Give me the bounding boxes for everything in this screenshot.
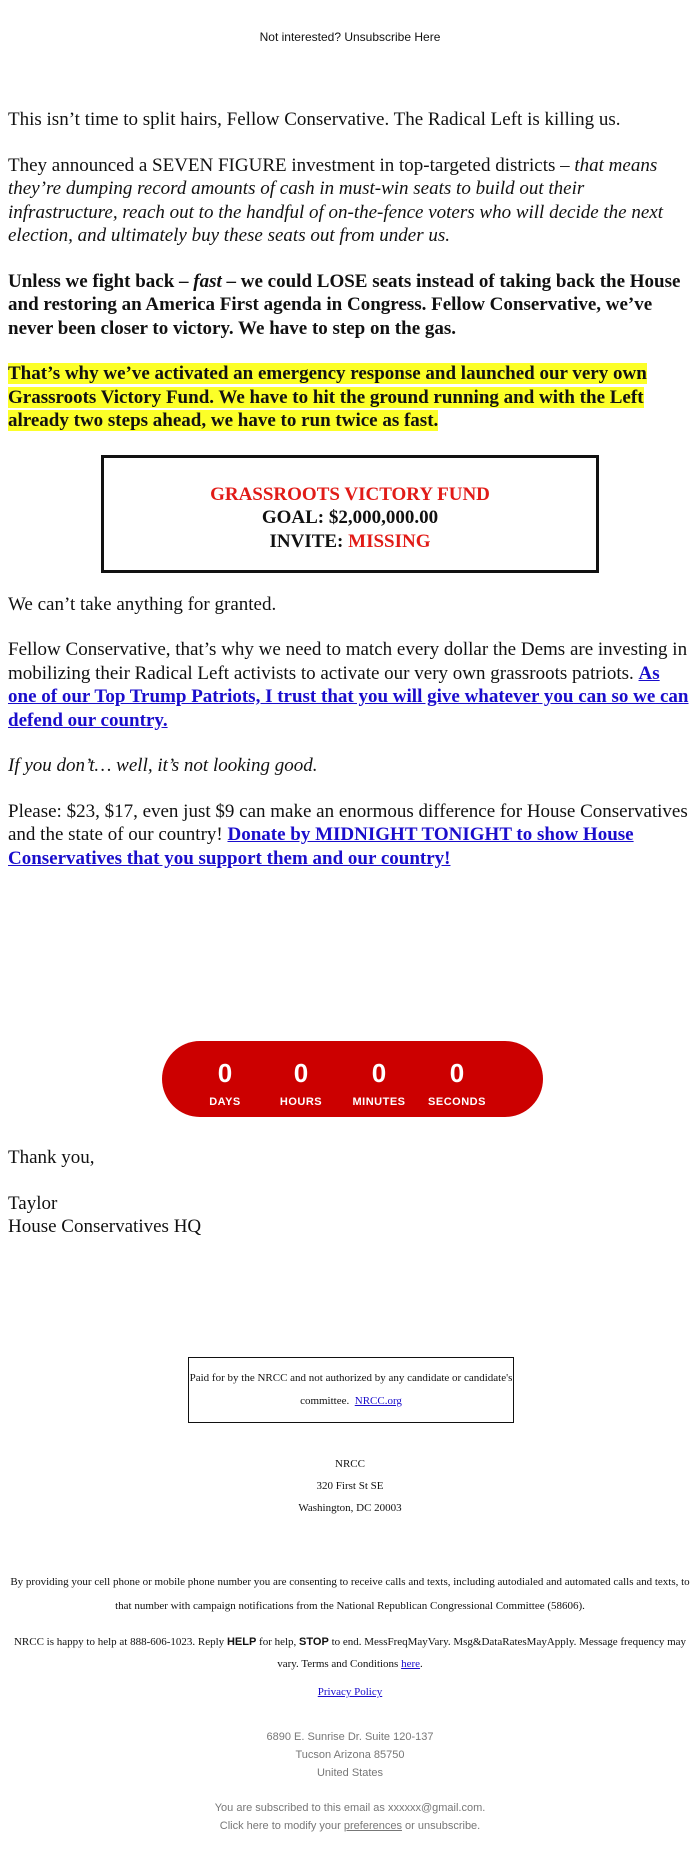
disclaimer-text: Paid for by the NRCC and not authorized by any candidate or candidate's committee.: [189, 1372, 513, 1407]
help-d: .: [420, 1658, 423, 1670]
countdown-days: [185, 1041, 265, 1108]
fight-back-b: – we could LOSE seats instead of taking back the House and restoring an America First agenda in Congress. Fellow Conservative, we’ve never been closer to victory. We have to step on the gas.: [8, 270, 681, 339]
sms-help-text: [8, 1631, 692, 1675]
paragraph-emergency: [8, 362, 692, 433]
minutes-label: MINUTES: [352, 1096, 406, 1108]
help-a: NRCC is happy to help at 888-606-1023. Reply: [13, 1636, 227, 1648]
preferences-link[interactable]: preferences: [343, 1820, 402, 1832]
modify-a: Click here to modify your: [219, 1820, 344, 1832]
invite-status: MISSING: [348, 530, 431, 552]
address-line-2: 320 First St SE: [316, 1480, 384, 1492]
help-b: for help,: [259, 1636, 300, 1648]
countdown-hours: [261, 1041, 341, 1108]
stop-keyword: STOP: [299, 1636, 329, 1648]
hours-value: 0: [293, 1058, 309, 1088]
countdown-seconds: [417, 1041, 497, 1108]
subscribed-email-text: You are subscribed to this email as xxxxxx@gmail.com.: [214, 1802, 486, 1814]
address-line-1: NRCC: [335, 1458, 365, 1470]
signer-org: House Conservatives HQ: [8, 1216, 202, 1237]
fund-title: GRASSROOTS VICTORY FUND: [210, 483, 490, 505]
mailing-address: [0, 1728, 700, 1782]
fund-invite: [104, 530, 596, 554]
countdown-minutes: [339, 1041, 419, 1108]
trust-donate-link[interactable]: As one of our Top Trump Patriots, I trust that you will give whatever you can so we can defend our country.: [8, 662, 689, 731]
modify-b: or unsubscribe.: [401, 1820, 481, 1832]
seconds-label: SECONDS: [428, 1096, 486, 1108]
nrcc-site-link[interactable]: NRCC.org: [354, 1395, 402, 1407]
address-line-3: Washington, DC 20003: [298, 1502, 402, 1514]
mail-line-3: United States: [316, 1767, 384, 1779]
countdown-timer[interactable]: [162, 1041, 543, 1117]
investment-plain: They announced a SEVEN FIGURE investment in top-targeted districts –: [8, 154, 575, 176]
days-value: 0: [217, 1058, 233, 1088]
email-body: [8, 108, 692, 892]
thanks-text: Thank you,: [8, 1147, 95, 1168]
terms-link[interactable]: here: [401, 1658, 421, 1670]
modify-preferences-row: [0, 1817, 700, 1835]
investment-italic: that means they’re dumping record amounts of cash in must-win seats to build out their infrastructure, reach out to the handful of on-the-fence voters who will decide the next election, and ultimately buy these seats out from under us.: [8, 154, 664, 246]
fight-back-a: Unless we fight back –: [8, 270, 194, 292]
paragraph-please: [8, 800, 692, 871]
hours-label: HOURS: [279, 1096, 323, 1108]
help-keyword: HELP: [226, 1636, 257, 1648]
unsubscribe-link[interactable]: Not interested? Unsubscribe Here: [259, 30, 441, 44]
paid-for-disclaimer: [188, 1357, 514, 1423]
signature-block: [8, 1146, 201, 1239]
paragraph-granted: We can’t take anything for granted.: [8, 593, 277, 615]
sms-consent-text: By providing your cell phone or mobile phone number you are consenting to receive calls and texts, including autodialed and automated calls and texts, to that number with campaign notifications from the National Republican Congressional Committee (58606).: [10, 1576, 690, 1612]
paragraph-investment: [8, 154, 692, 248]
signer-name: Taylor: [8, 1192, 58, 1214]
fund-goal: GOAL: $2,000,000.00: [261, 507, 439, 528]
mail-line-2: Tucson Arizona 85750: [295, 1749, 405, 1761]
paragraph-fight-back: [8, 270, 692, 341]
please-plain: Please: $23, $17, even just $9 can make an enormous difference for House Conservatives and the state of our country!: [8, 800, 688, 845]
help-c: to end. MessFreqMayVary. Msg&DataRatesMayApply. Message frequency may vary. Terms and Conditions: [277, 1636, 687, 1670]
mail-line-1: 6890 E. Sunrise Dr. Suite 120-137: [266, 1731, 434, 1743]
invite-label: INVITE:: [269, 530, 349, 552]
midnight-donate-link[interactable]: Donate by MIDNIGHT TONIGHT to show House Conservatives that you support them and our country!: [8, 824, 634, 869]
fight-back-fast: fast: [193, 270, 222, 292]
victory-fund-box: [101, 455, 599, 573]
subscription-info: [0, 1799, 700, 1835]
paragraph-intro: This isn’t time to split hairs, Fellow Conservative. The Radical Left is killing us.: [8, 109, 621, 130]
emergency-highlight: That’s why we’ve activated an emergency response and launched our very own Grassroots Victory Fund. We have to hit the ground running and with the Left already two steps ahead, we have to run twice as fast.: [8, 363, 647, 431]
seconds-value: 0: [449, 1058, 465, 1088]
nrcc-address: [0, 1453, 700, 1519]
privacy-policy-link[interactable]: Privacy Policy: [317, 1686, 383, 1698]
match-plain: Fellow Conservative, that’s why we need to match every dollar the Dems are investing in mobilizing their Radical Left activists to activate our very own grassroots patriots.: [8, 639, 688, 684]
paragraph-match: [8, 638, 692, 732]
days-label: DAYS: [209, 1096, 241, 1108]
minutes-value: 0: [371, 1058, 387, 1088]
paragraph-not-good: If you don’t… well, it’s not looking good.: [8, 755, 318, 776]
privacy-row: [0, 1686, 700, 1698]
